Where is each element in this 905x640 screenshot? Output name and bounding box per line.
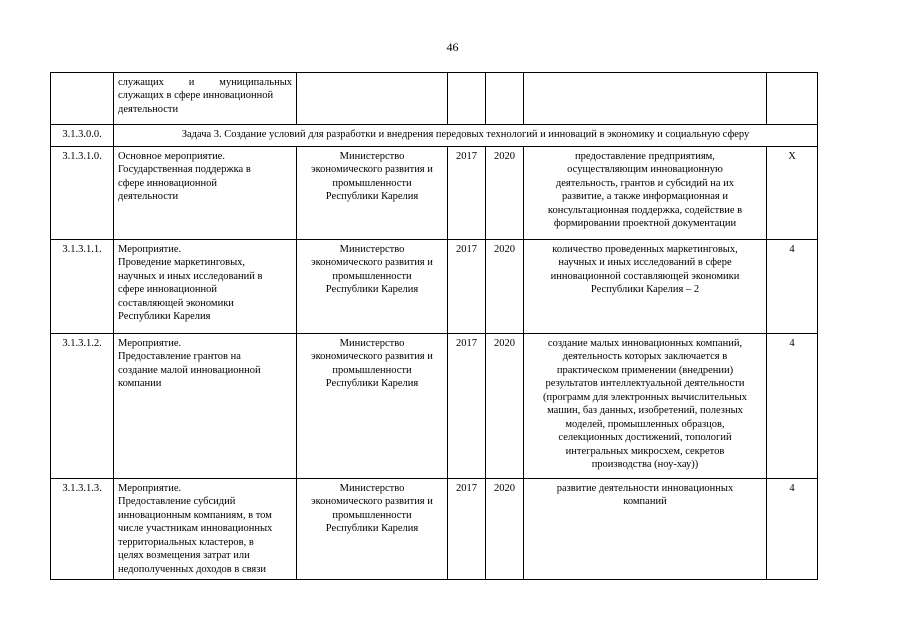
start-year-cell xyxy=(448,73,486,125)
end-year-cell: 2020 xyxy=(486,240,524,334)
executor-line: Республики Карелия xyxy=(325,284,419,296)
result-cell xyxy=(524,240,767,334)
end-year-cell: 2020 xyxy=(486,147,524,240)
name-cell xyxy=(114,479,297,580)
result-line: научных и иных исследований в сфере xyxy=(558,257,732,269)
result-line: деятельность которых заключается в xyxy=(562,351,728,363)
name-line: деятельности xyxy=(118,191,179,203)
name-cell xyxy=(114,147,297,240)
result-line: практическом применении (внедрении) xyxy=(556,364,734,376)
result-line: моделей, промышленных образцов, xyxy=(565,418,725,430)
name-line: Республики Карелия xyxy=(118,311,211,323)
task-title: Задача 3. Создание условий для разработки и внедрения передовых технологий и инноваций в экономику и социальную сферу xyxy=(114,125,818,147)
result-line: Республики Карелия – 2 xyxy=(590,284,700,296)
result-cell xyxy=(524,479,767,580)
executor-line: экономического развития и xyxy=(311,164,433,176)
result-line: инновационной составляющей экономики xyxy=(550,270,740,282)
result-line: машин, баз данных, изобретений, полезных xyxy=(547,405,743,417)
name-line: сфере инновационной xyxy=(118,284,217,296)
table-row xyxy=(51,147,818,240)
code-cell: 3.1.3.1.3. xyxy=(51,479,114,580)
name-line: компании xyxy=(118,378,162,390)
name-cell xyxy=(114,73,297,125)
name-line: Мероприятие. xyxy=(118,338,182,349)
start-year-cell: 2017 xyxy=(448,147,486,240)
name-cell xyxy=(114,334,297,479)
indicator-cell: 4 xyxy=(767,240,818,334)
end-year-cell xyxy=(486,73,524,125)
end-year-cell: 2020 xyxy=(486,334,524,479)
name-cell xyxy=(114,240,297,334)
name-line: числе участникам инновационных xyxy=(118,523,273,535)
result-cell xyxy=(524,334,767,479)
executor-line: Министерство xyxy=(339,338,405,349)
measures-table xyxy=(50,72,818,580)
table-row xyxy=(51,334,818,479)
indicator-cell xyxy=(767,73,818,125)
result-line: осуществляющим инновационную xyxy=(567,164,723,176)
result-line: консультационная поддержка, содействие в xyxy=(547,204,743,216)
name-line: Предоставление субсидий xyxy=(118,496,236,508)
name-line: Проведение маркетинговых, xyxy=(118,257,246,269)
result-line: (программ для электронных вычислительных xyxy=(543,391,747,403)
result-cell xyxy=(524,147,767,240)
result-line: формировании проектной документации xyxy=(553,218,737,230)
task-row xyxy=(51,125,818,147)
table-row xyxy=(51,240,818,334)
executor-cell xyxy=(297,334,448,479)
name-line: создание малой инновационной xyxy=(118,364,261,376)
indicator-cell: 4 xyxy=(767,334,818,479)
executor-cell xyxy=(297,240,448,334)
executor-line: Республики Карелия xyxy=(325,378,419,390)
start-year-cell: 2017 xyxy=(448,334,486,479)
executor-line: экономического развития и xyxy=(311,257,433,269)
result-line: количество проведенных маркетинговых, xyxy=(552,244,738,255)
executor-line: экономического развития и xyxy=(311,496,433,508)
result-line: развитие деятельности инновационных xyxy=(556,483,734,494)
executor-line: Министерство xyxy=(339,244,405,255)
executor-cell xyxy=(297,73,448,125)
executor-line: Министерство xyxy=(339,483,405,494)
name-line: служащих и муниципальных xyxy=(118,77,292,88)
name-line: инновационным компаниям, в том xyxy=(118,509,272,521)
name-line: целях возмещения затрат или xyxy=(118,550,250,562)
end-year-cell: 2020 xyxy=(486,479,524,580)
name-line: Основное мероприятие. xyxy=(118,151,225,162)
name-line: деятельности xyxy=(118,103,179,115)
name-line: сфере инновационной xyxy=(118,177,217,189)
result-line: создание малых инновационных компаний, xyxy=(547,338,743,349)
indicator-cell: 4 xyxy=(767,479,818,580)
executor-line: Министерство xyxy=(339,151,405,162)
executor-line: промышленности xyxy=(332,270,412,282)
executor-line: Республики Карелия xyxy=(325,191,419,203)
result-line: интегральных микросхем, секретов xyxy=(565,445,725,457)
result-line: предоставление предприятиям, xyxy=(575,151,715,162)
indicator-cell: X xyxy=(767,147,818,240)
task-code: 3.1.3.0.0. xyxy=(51,125,114,147)
result-line: результатов интеллектуальной деятельности xyxy=(545,378,745,390)
executor-line: промышленности xyxy=(332,177,412,189)
table-row xyxy=(51,479,818,580)
code-cell: 3.1.3.1.2. xyxy=(51,334,114,479)
code-cell xyxy=(51,73,114,125)
continuation-row xyxy=(51,73,818,125)
result-line: производства (ноу-хау)) xyxy=(591,458,699,470)
name-line: недополученных доходов в связи xyxy=(118,563,267,575)
name-line: служащих в сфере инновационной xyxy=(118,90,274,102)
result-line: компаний xyxy=(623,496,667,508)
start-year-cell: 2017 xyxy=(448,479,486,580)
name-line: составляющей экономики xyxy=(118,297,234,309)
executor-cell xyxy=(297,147,448,240)
start-year-cell: 2017 xyxy=(448,240,486,334)
executor-line: экономического развития и xyxy=(311,351,433,363)
name-line: Мероприятие. xyxy=(118,483,182,494)
name-line: Предоставление грантов на xyxy=(118,351,241,363)
result-line: деятельность, грантов и субсидий на их xyxy=(555,177,735,189)
name-line: территориальных кластеров, в xyxy=(118,536,254,548)
name-line: Государственная поддержка в xyxy=(118,164,251,176)
result-line: развитие, а также информационная и xyxy=(562,191,728,203)
executor-line: Республики Карелия xyxy=(325,523,419,535)
code-cell: 3.1.3.1.1. xyxy=(51,240,114,334)
result-cell xyxy=(524,73,767,125)
page-number: 46 xyxy=(446,40,459,54)
result-line: селекционных достижений, топологий xyxy=(558,432,732,444)
name-line: Мероприятие. xyxy=(118,244,182,255)
code-cell: 3.1.3.1.0. xyxy=(51,147,114,240)
executor-line: промышленности xyxy=(332,509,412,521)
executor-cell xyxy=(297,479,448,580)
name-line: научных и иных исследований в xyxy=(118,270,263,282)
executor-line: промышленности xyxy=(332,364,412,376)
